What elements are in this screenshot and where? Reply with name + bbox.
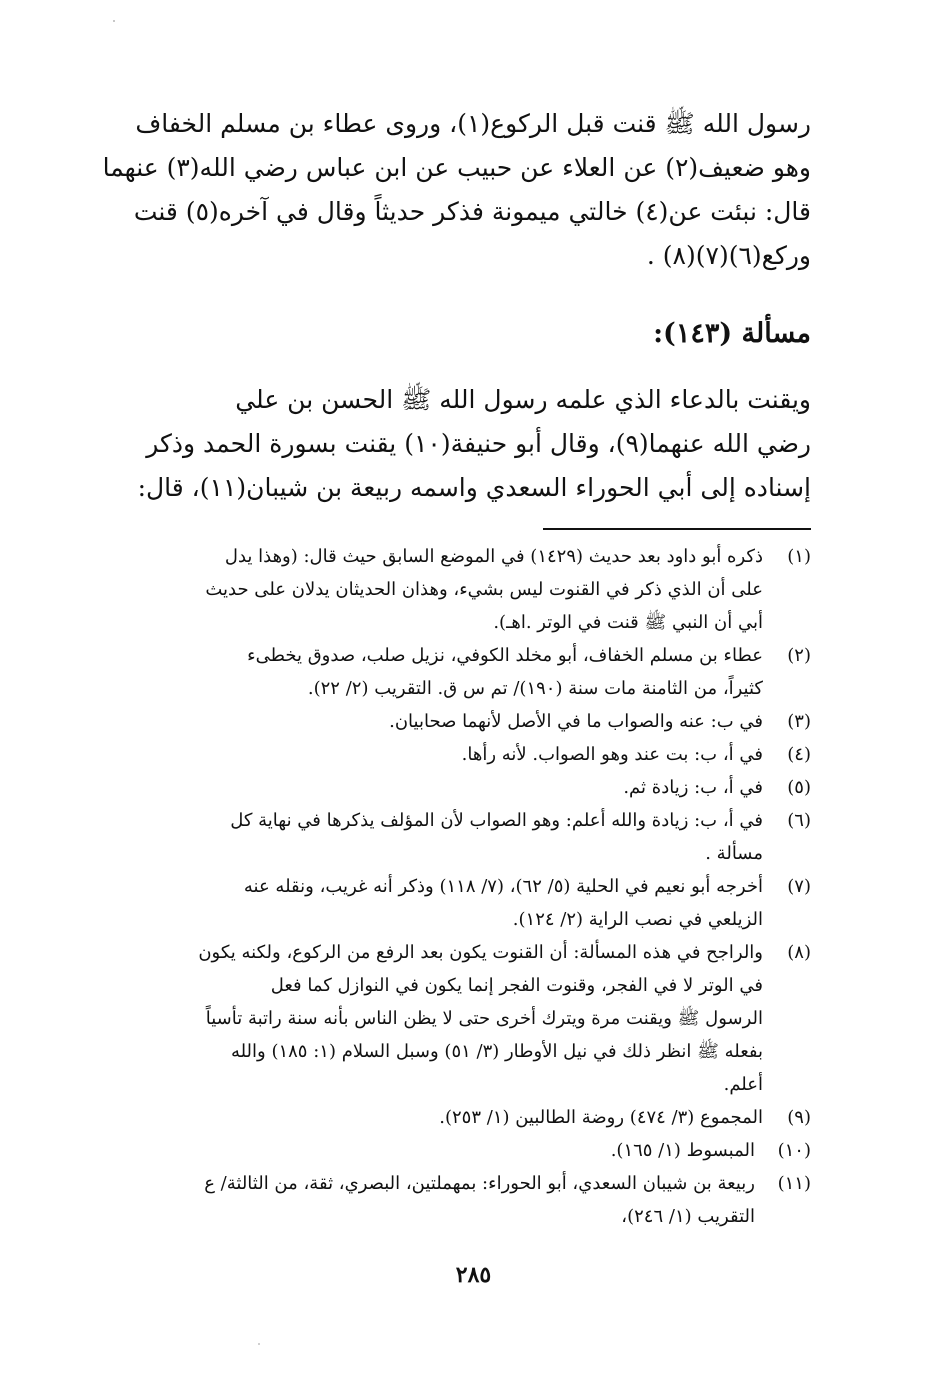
footnote-line: عطاء بن مسلم الخفاف، أبو مخلد الكوفي، نزيل صلب، صدوق يخطىء [247,645,763,666]
footnote-number: (١) [787,546,811,567]
footnote-text [112,705,763,738]
text-line: إسناده إلى أبي الحوراء السعدي واسمه ربيعة بن شيبان(١١)، قال: [137,473,811,502]
footnote-item [112,804,811,870]
footnote-line: على أن الذي ذكر في القنوت ليس بشيء، وهذان الحديثان يدلان على حديث [205,579,763,600]
footnote-text [112,804,763,870]
footnotes [112,540,811,1233]
footnote-line: ربيعة بن شيبان السعدي، أبو الحوراء: بمهملتين، البصري، ثقة، من الثالثة/ ع [204,1173,755,1194]
text-line: ويقنت بالدعاء الذي علمه رسول الله ﷺ الحسن بن علي [235,385,811,414]
footnote-number: (٩) [787,1107,811,1128]
footnote-line: والراجح في هذه المسألة: أن القنوت يكون بعد الرفع من الركوع، ولكنه يكون [198,942,763,963]
footnote-text [112,738,763,771]
text-line: رضي الله عنهما(٩)، وقال أبو حنيفة(١٠) يقنت بسورة الحمد وذكر [146,429,811,458]
footnote-number: (١١) [777,1173,811,1194]
footnote-number: (٧) [787,876,811,897]
footnote-item [112,1167,811,1233]
text-line: قال: نبئت عن(٤) خالتي ميمونة فذكر حديثاً وقال في آخره(٥) قنت [133,197,811,226]
footnote-number: (٢) [787,645,811,666]
footnote-line: التقريب (١/ ٢٤٦)، [621,1206,755,1227]
text-line: وركع(٦)(٧)(٨) . [646,241,811,270]
footnote-separator [543,528,811,530]
footnote-number: (٦) [787,810,811,831]
footnote-line: المجموع (٣/ ٤٧٤) روضة الطالبين (١/ ٢٥٣). [439,1107,763,1128]
footnote-item [112,1101,811,1134]
footnote-number: (٤) [787,744,811,765]
footnote-line: في أ، ب: بت عند وهو الصواب. لأنه رأها. [461,744,763,765]
footnote-line: في أ، ب: زيادة ثم. [623,777,763,798]
footnote-line: أبي أن النبي ﷺ قنت في الوتر .اهـ). [493,612,763,633]
footnote-text [112,540,763,639]
paragraph-continuation [102,102,811,278]
footnote-line: المبسوط (١/ ١٦٥). [610,1140,755,1161]
footnote-line: في الوتر لا في الفجر، وقنوت الفجر إنما يكون في النوازل كما فعل [270,975,763,996]
footnote-number: (٨) [787,942,811,963]
footnote-number: (٥) [787,777,811,798]
footnote-number: (١٠) [777,1140,811,1161]
footnote-item [112,705,811,738]
footnote-text [112,936,763,1101]
footnote-item [112,738,811,771]
page-number: ٢٨٥ [455,1262,492,1288]
text-line: وهو ضعيف(٢) عن العلاء عن حبيب عن ابن عباس رضي الله(٣) عنهما [102,153,811,182]
footnote-text [112,1134,755,1167]
footnote-line: بفعله ﷺ انظر ذلك في نيل الأوطار (٣/ ٥١) وسبل السلام (١: ١٨٥) والله [230,1041,763,1062]
footnote-item [112,936,811,1101]
paragraph-issue-143 [112,378,811,510]
scan-speck [258,1343,260,1345]
footnote-item [112,1134,811,1167]
footnote-number: (٣) [787,711,811,732]
footnote-item [112,540,811,639]
footnote-item [112,771,811,804]
issue-heading: مسألة (١٤٣): [653,318,811,349]
main-text [102,102,811,510]
footnote-text [112,639,763,705]
footnote-line: أعلم. [723,1074,763,1095]
footnote-line: الرسول ﷺ ويقنت مرة ويترك أخرى حتى لا يظن الناس بأنه سنة راتبة تأسياً [205,1008,763,1029]
footnote-item [112,639,811,705]
footnote-text [112,1167,755,1233]
text-line: رسول الله ﷺ قنت قبل الركوع(١)، وروى عطاء بن مسلم الخفاف [135,109,811,138]
footnote-text [112,870,763,936]
scan-speck [113,20,115,22]
footnote-text [112,771,763,804]
footnote-text [112,1101,763,1134]
footnote-line: الزيلعي في نصب الراية (٢/ ١٢٤). [512,909,763,930]
footnote-line: في أ، ب: زيادة والله أعلم: وهو الصواب لأن المؤلف يذكرها في نهاية كل [230,810,763,831]
footnote-line: كثيراً، من الثامنة مات سنة (١٩٠)/ تم س ق. التقريب (٢/ ٢٢). [307,678,763,699]
footnote-line: في ب: عنه والصواب ما في الأصل لأنهما صحابيان. [389,711,763,732]
footnote-item [112,870,811,936]
footnote-line: ذكره أبو داود بعد حديث (١٤٢٩) في الموضع السابق حيث قال: (وهذا يدل [224,546,763,567]
footnote-line: مسألة . [705,843,763,864]
footnote-line: أخرجه أبو نعيم في الحلية (٥/ ٦٢)، (٧/ ١١٨) وذكر أنه غريب، ونقله عنه [243,876,763,897]
